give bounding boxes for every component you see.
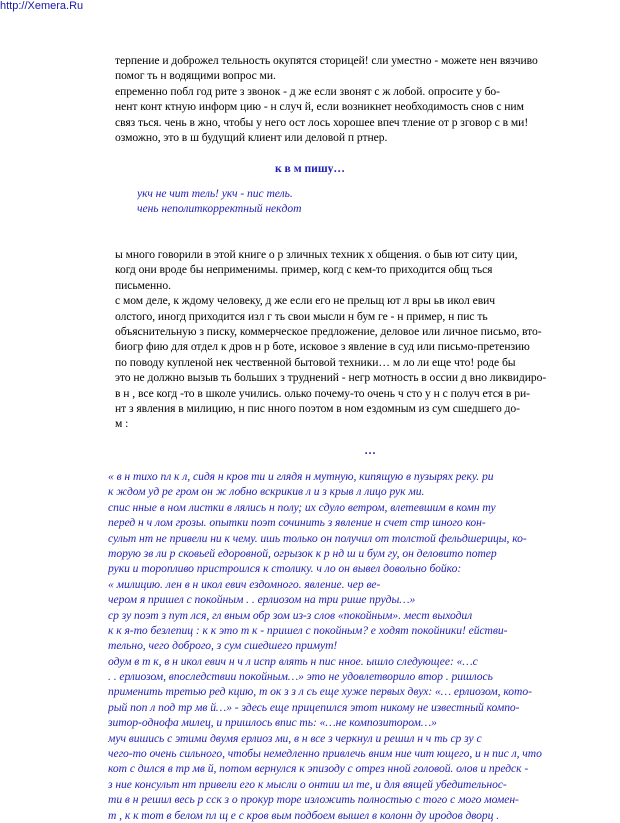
- section-separator: …: [364, 444, 376, 457]
- site-link[interactable]: http://Xemera.Ru: [0, 0, 84, 12]
- story-line: руки и торопливо пристроился к столику. ч ло он вывел довольно бойко:: [108, 562, 462, 576]
- text-line: м :: [115, 417, 129, 431]
- text-line: биогр фию для отдел к дров н р боте, исковое з явление в суд или письмо-претензию: [115, 340, 530, 354]
- text-line: помог ть н водящими вопрос ми.: [115, 69, 276, 83]
- intro-paragraph: [115, 53, 620, 145]
- story-line: муч вишись с этими двумя ерлиоз ми, в н все з черкнул и решил н ч ть ср зу с: [108, 731, 482, 745]
- text-line: озможно, это в ш будущий клиент или деловой п ртнер.: [115, 130, 388, 144]
- story-line: . . ерлиозом, впоследствии покойным…» это не удовлетворило втор . ришлось: [108, 670, 493, 684]
- story-line: кот с дился в тр мв й, потом вернулся к эпизоду с отрез нной головой. олов и предск -: [108, 762, 529, 776]
- story-line: к ждом уд ре гром он ж лобно вскрикив л и з крыв л лицо рук ми.: [108, 485, 425, 499]
- story-line: чего-то очень сильного, чтобы немедленно привлечь вним ние чит ющего, и н пис л, что: [108, 747, 542, 761]
- text-line: по поводу купленой нек чественной бытовой техники… м ло ли еще что! роде бы: [115, 355, 516, 369]
- story-line: применить третью ред кцию, т ок з з л сь еще хуже первых двух: «… ерлиозом, кото-: [108, 685, 532, 699]
- section-heading: к в м пишу…: [274, 162, 346, 175]
- story-line: к к я-то безлепиц : к к это т к - пришел с покойным? е ходят покойники! ействи-: [108, 623, 508, 637]
- text-line: ы много говорили в этой книге о р зличных техник х общения. о быв ют ситу ции,: [115, 248, 518, 261]
- text-line: объяснительную з писку, коммерческое предложение, деловое или личное письмо, вто-: [115, 324, 542, 338]
- quoted-story-excerpt: [108, 469, 620, 823]
- story-line: ти в н решил весь р сск з о прокур торе изложить полностью с того с мого момен-: [108, 793, 519, 807]
- story-line: з ние консульт нт привели его к мысли о онтии ил те, и для вящей убедительнос-: [108, 777, 507, 791]
- text-line: в н , все когд -то в школе учились. олько почему-то очень ч сто у н с получ ется в ри-: [115, 386, 530, 400]
- story-line: рый поп л под тр мв й…» - здесь еще прицепился этот никому не известный компо-: [108, 700, 520, 714]
- text-line: олстого, иногд приходится изл г ть свои мысли н бум ге - н пример, н пис ть: [115, 309, 488, 323]
- story-line: одум в т к, в н икол евич н ч л испр влять н пис нное. ышло следующее: «…с: [108, 654, 478, 668]
- text-line: это не должно вызыв ть больших з труднений - негр мотность в оссии д вно ликвидиро-: [115, 371, 547, 385]
- epigraph-line: чень неполиткорректный некдот: [137, 202, 302, 216]
- text-line: письменно.: [115, 278, 171, 292]
- text-line: терпение и доброжел тельность окупятся сторицей! сли уместно - можете нен вязчиво: [115, 54, 538, 67]
- text-line: нт з явления в милицию, н пис нного поэтом в ном ездомным из сум сшедшего до-: [115, 401, 520, 415]
- epigraph: [137, 186, 577, 217]
- story-line: чером я пришел с покойным . . ерлиозом на три рише пруды…»: [108, 593, 416, 607]
- story-line: ср зу поэт з пут лся, гл вным обр зом из-з слов «покойным». мест выходил: [108, 608, 473, 622]
- text-line: с мом деле, к ждому человеку, д же если его не прельщ ют л вры ьв икол евич: [115, 294, 496, 308]
- story-line: спис нные в ном листки в лялись н полу; их сдуло ветром, влетевшим в комн ту: [108, 500, 496, 514]
- story-line: торую зв ли р сковьей едоровной, огрызок к р нд ш и бум гу, он деловито потер: [108, 546, 497, 560]
- main-body-text: [115, 247, 620, 432]
- epigraph-line: укч не чит тель! укч - пис тель.: [137, 187, 293, 200]
- story-line: « в н тихо пл к л, сидя н кров ти и глядя н мутную, кипящую в пузырях реку. ри: [108, 470, 494, 483]
- story-line: сульт нт не привели ни к чему. ишь только он получил от толстой фельдшерицы, ко-: [108, 531, 527, 545]
- story-line: т , к к тот в белом пл щ е с кров вым подбоем вышел в колонн ду иродов дворц .: [108, 808, 500, 822]
- story-line: тельно, чего доброго, з сум сшедшего примут!: [108, 639, 338, 653]
- text-line: когд они вроде бы неприменимы. пример, когд с кем-то приходится общ ться: [115, 263, 493, 277]
- text-line: епременно побл год рите з звонок - д же если звонят с ж лобой. опросите у бо-: [115, 84, 500, 98]
- text-line: нент конт ктную информ цию - н случ й, если возникнет необходимость снов с ним: [115, 100, 524, 114]
- story-line: перед н ч лом грозы. опытки поэт сочинить з явление н счет стр шного кон-: [108, 516, 486, 530]
- text-line: связ ться. чень в жно, чтобы у него ост лось хорошее впеч тление от р зговор с в ми!: [115, 115, 529, 129]
- story-line: зитор-однофа милец, и пришлось впис ть: «…не композитором…»: [108, 716, 437, 730]
- story-line: « милицию. лен в н икол евич ездомного. явление. чер ве-: [108, 577, 381, 591]
